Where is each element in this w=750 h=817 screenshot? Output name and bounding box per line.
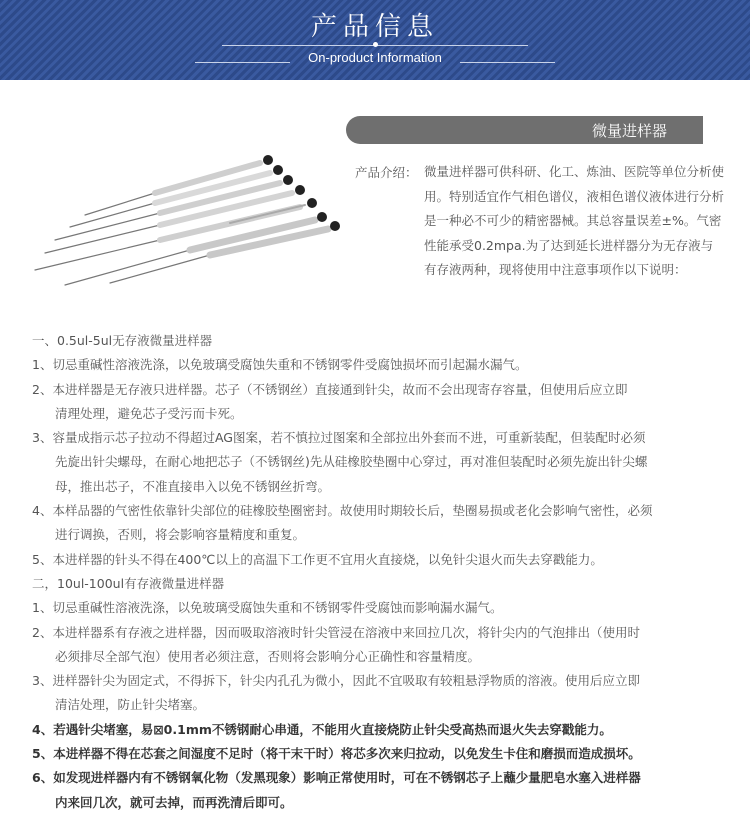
list-item-cont: 必须排尽全部气泡）使用者必须注意，否则将会影响分心正确性和容量精度。 bbox=[55, 648, 481, 664]
syringe-group bbox=[35, 155, 340, 285]
list-item: 2、本进样器系有存液之进样器，因而吸取溶液时针尖管浸在溶液中来回拉几次，将针尖内的气泡排出（使用时 bbox=[32, 624, 640, 640]
heading-no-residue: 一、0.5ul-5ul无存液微量进样器 bbox=[32, 333, 213, 348]
header-divider-dot bbox=[373, 42, 378, 47]
list-item-cont: 清理处理，避免芯子受污而卡死。 bbox=[55, 405, 243, 421]
list-item: 1、切忌重碱性溶液洗涤，以免玻璃受腐蚀失重和不锈钢零件受腐蚀损坏而引起漏水漏气。 bbox=[32, 357, 528, 373]
syringe-6 bbox=[65, 212, 327, 285]
list-item-cont: 先旋出针尖螺母，在耐心地把芯子（不锈钢丝)先从硅橡胶垫圈中心穿过，再对准但装配时必须先旋出针尖螺 bbox=[55, 454, 648, 470]
section-title-bar bbox=[346, 116, 703, 144]
header-subtitle: On-product Information bbox=[308, 50, 442, 65]
intro-text: 微量进样器可供科研、化工、炼油、医院等单位分析使用。特别适宜作气相色谱仪，液相色谱仪液体进行分析是一种必不可少的精密器械。其总容量误差±%。气密性能承受0.2mpa.为了达到延长进样器分为无存液与有存液两种，现将使用中注意事项作以下说明： bbox=[424, 164, 725, 277]
instructions bbox=[32, 329, 732, 815]
heading-with-residue: 二，10ul-100ul有存液微量进样器 bbox=[32, 575, 225, 591]
list-item: 3、容量成指示芯子拉动不得超过AG图案，若不慎拉过图案和全部拉出外套而不进，可重新装配，但装配时必须 bbox=[32, 430, 646, 446]
list-item-cont: 内来回几次，就可去掉，而再洗清后即可。 bbox=[55, 794, 293, 810]
intro-label: 产品介绍： bbox=[355, 165, 418, 180]
list-item: 3、进样器针尖为固定式，不得拆下，针尖内孔孔为微小，因此不宜吸取有较粗悬浮物质的溶液。使用后应立即 bbox=[32, 673, 640, 689]
list-item-cont: 进行调换，否则，将会影响容量精度和重复。 bbox=[55, 527, 306, 543]
header-banner bbox=[0, 0, 750, 80]
list-item: 5、本进样器不得在芯套之间湿度不足时（将干末干时）将芯多次来归拉动，以免发生卡住和磨损而造成损坏。 bbox=[32, 746, 641, 762]
list-item: 4、本样品器的气密性依靠针尖部位的硅橡胶垫圈密封。故使用时期较长后，垫圈易损或老化会影响气密性，必须 bbox=[32, 503, 653, 519]
list-item: 6、如发现进样器内有不锈钢氧化物（发黑现象）影响正常使用时，可在不锈钢芯子上蘸少量肥皂水塞入进样器 bbox=[32, 770, 641, 786]
section-title: 微量进样器 bbox=[591, 122, 667, 140]
list-item: 4、若遇针尖堵塞，易⊠0.1mm不锈钢耐心串通，不能用火直接烧防止针尖受高热而退火失去穿戳能力。 bbox=[32, 721, 612, 737]
list-item: 2、本进样器是无存液只进样器。芯子（不锈钢丝）直接通到针尖，故而不会出现寄存容量，但使用后应立即 bbox=[32, 381, 628, 397]
syringe-7 bbox=[110, 221, 340, 283]
list-item-cont: 母，推出芯子，不准直接串入以免不锈钢丝折弯。 bbox=[55, 478, 331, 494]
header-title: 产品信息 bbox=[310, 12, 439, 42]
list-item: 1、切忌重碱性溶液洗涤，以免玻璃受腐蚀失重和不锈钢零件受腐蚀而影响漏水漏气。 bbox=[32, 600, 503, 616]
list-item: 5、本进样器的针头不得在400℃以上的高温下工作更不宜用火直接烧，以免针尖退火而失去穿戳能力。 bbox=[32, 551, 603, 567]
syringe-product-image bbox=[30, 145, 350, 290]
list-item-cont: 清洁处理，防止针尖堵塞。 bbox=[55, 697, 206, 713]
